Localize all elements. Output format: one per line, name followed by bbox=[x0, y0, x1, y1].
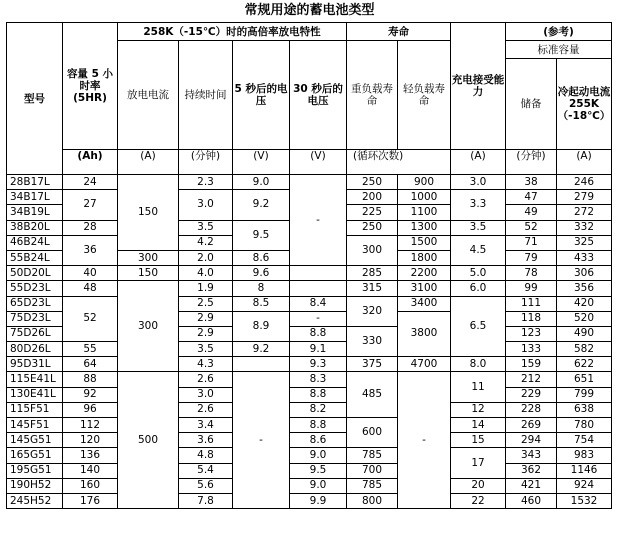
cell-model: 130E41L bbox=[7, 387, 63, 402]
cell-v5: 8.9 bbox=[233, 311, 290, 341]
cell-capacity: 40 bbox=[63, 266, 118, 281]
cell-charge: 12 bbox=[451, 402, 506, 417]
cell-light: 1300 bbox=[398, 220, 451, 235]
cell-v30: 9.9 bbox=[290, 493, 347, 508]
cell-duration: 3.0 bbox=[179, 190, 233, 220]
header-high-rate-group: 258K（-15℃）时的高倍率放电特性 bbox=[118, 23, 347, 41]
cell-model: 50D20L bbox=[7, 266, 63, 281]
table-row bbox=[7, 357, 612, 372]
cell-model: 46B24L bbox=[7, 235, 63, 250]
table-row bbox=[7, 281, 612, 296]
cell-duration: 3.5 bbox=[179, 220, 233, 235]
cell-heavy: 225 bbox=[347, 205, 398, 220]
cell-heavy: 785 bbox=[347, 478, 398, 493]
cell-cca: 1146 bbox=[557, 463, 612, 478]
cell-model: 95D31L bbox=[7, 357, 63, 372]
cell-reserve: 118 bbox=[506, 311, 557, 326]
unit-capacity: (Ah) bbox=[63, 150, 118, 175]
cell-reserve: 47 bbox=[506, 190, 557, 205]
cell-duration: 5.4 bbox=[179, 463, 233, 478]
table-row bbox=[7, 463, 612, 478]
cell-charge: 4.5 bbox=[451, 235, 506, 265]
cell-reserve: 228 bbox=[506, 402, 557, 417]
cell-v5: 8.6 bbox=[233, 250, 290, 265]
cell-v5: 8 bbox=[233, 281, 290, 296]
cell-model: 75D26L bbox=[7, 326, 63, 341]
cell-model: 195G51 bbox=[7, 463, 63, 478]
cell-current: 500 bbox=[118, 372, 179, 509]
cell-capacity: 64 bbox=[63, 357, 118, 372]
cell-heavy: 375 bbox=[347, 357, 398, 372]
cell-model: 165G51 bbox=[7, 448, 63, 463]
cell-model: 245H52 bbox=[7, 493, 63, 508]
cell-charge: 11 bbox=[451, 372, 506, 402]
cell-duration: 4.0 bbox=[179, 266, 233, 281]
cell-reserve: 294 bbox=[506, 433, 557, 448]
cell-model: 190H52 bbox=[7, 478, 63, 493]
cell-heavy: 300 bbox=[347, 235, 398, 265]
cell-v30: 9.5 bbox=[290, 463, 347, 478]
cell-duration: 2.5 bbox=[179, 296, 233, 311]
cell-model: 115E41L bbox=[7, 372, 63, 387]
header-capacity: 容量 5 小时率 (5HR) bbox=[63, 23, 118, 150]
document-title: 常规用途的蓄电池类型 bbox=[244, 3, 375, 18]
cell-duration: 2.6 bbox=[179, 372, 233, 387]
cell-charge: 14 bbox=[451, 418, 506, 433]
cell-charge: 17 bbox=[451, 448, 506, 478]
cell-charge: 3.5 bbox=[451, 220, 506, 235]
cell-model: 34B17L bbox=[7, 190, 63, 205]
unit-cca: (A) bbox=[557, 150, 612, 175]
cell-heavy: 700 bbox=[347, 463, 398, 478]
cell-charge: 5.0 bbox=[451, 266, 506, 281]
cell-cca: 582 bbox=[557, 342, 612, 357]
cell-cca: 356 bbox=[557, 281, 612, 296]
cell-v30: 8.8 bbox=[290, 326, 347, 341]
cell-model: 145G51 bbox=[7, 433, 63, 448]
cell-charge: 6.5 bbox=[451, 296, 506, 357]
cell-capacity: 120 bbox=[63, 433, 118, 448]
cell-duration: 2.3 bbox=[179, 175, 233, 190]
cell-capacity: 48 bbox=[63, 281, 118, 296]
cell-heavy: 600 bbox=[347, 418, 398, 448]
cell-cca: 924 bbox=[557, 478, 612, 493]
cell-cca: 490 bbox=[557, 326, 612, 341]
cell-cca: 754 bbox=[557, 433, 612, 448]
cell-light: 4700 bbox=[398, 357, 451, 372]
cell-light: 900 bbox=[398, 175, 451, 190]
cell-heavy: 330 bbox=[347, 326, 398, 356]
cell-charge: 20 bbox=[451, 478, 506, 493]
cell-light: 3400 bbox=[398, 296, 451, 311]
cell-current: 300 bbox=[118, 250, 179, 265]
table-row bbox=[7, 448, 612, 463]
cell-duration: 4.2 bbox=[179, 235, 233, 250]
cell-heavy: 800 bbox=[347, 493, 398, 508]
cell-duration: 2.0 bbox=[179, 250, 233, 265]
cell-v30: - bbox=[290, 175, 347, 266]
cell-capacity: 112 bbox=[63, 418, 118, 433]
cell-model: 115F51 bbox=[7, 402, 63, 417]
cell-reserve: 49 bbox=[506, 205, 557, 220]
cell-cca: 325 bbox=[557, 235, 612, 250]
cell-reserve: 38 bbox=[506, 175, 557, 190]
cell-cca: 651 bbox=[557, 372, 612, 387]
cell-cca: 246 bbox=[557, 175, 612, 190]
cell-heavy: 250 bbox=[347, 220, 398, 235]
cell-v5: 9.0 bbox=[233, 175, 290, 190]
cell-duration: 1.9 bbox=[179, 281, 233, 296]
cell-reserve: 421 bbox=[506, 478, 557, 493]
header-heavy-life: 重负载寿命 bbox=[347, 41, 398, 150]
cell-model: 75D23L bbox=[7, 311, 63, 326]
unit-v30s: (V) bbox=[290, 150, 347, 175]
cell-light: 2200 bbox=[398, 266, 451, 281]
table-row bbox=[7, 418, 612, 433]
cell-v30: 8.6 bbox=[290, 433, 347, 448]
cell-v5: 9.2 bbox=[233, 342, 290, 357]
table-row bbox=[7, 387, 612, 402]
unit-life-text: (循环次数) bbox=[353, 150, 404, 162]
cell-duration: 2.9 bbox=[179, 311, 233, 326]
unit-charge: (A) bbox=[451, 150, 506, 175]
cell-v30: - bbox=[290, 311, 347, 326]
unit-life bbox=[347, 150, 451, 175]
cell-cca: 780 bbox=[557, 418, 612, 433]
cell-capacity: 55 bbox=[63, 342, 118, 357]
table-row bbox=[7, 342, 612, 357]
table-row bbox=[7, 402, 612, 417]
cell-cca: 420 bbox=[557, 296, 612, 311]
header-v30s: 30 秒后的电压 bbox=[290, 41, 347, 150]
cell-heavy: 315 bbox=[347, 281, 398, 296]
cell-v5: 9.2 bbox=[233, 190, 290, 220]
cell-cca: 638 bbox=[557, 402, 612, 417]
cell-reserve: 362 bbox=[506, 463, 557, 478]
table-row bbox=[7, 372, 612, 387]
cell-reserve: 71 bbox=[506, 235, 557, 250]
cell-reserve: 460 bbox=[506, 493, 557, 508]
cell-reserve: 159 bbox=[506, 357, 557, 372]
header-ref-group: (参考) bbox=[506, 23, 612, 41]
cell-cca: 520 bbox=[557, 311, 612, 326]
cell-heavy: 320 bbox=[347, 296, 398, 326]
table-row bbox=[7, 296, 612, 311]
cell-model: 55D23L bbox=[7, 281, 63, 296]
cell-capacity: 160 bbox=[63, 478, 118, 493]
cell-model: 55B24L bbox=[7, 250, 63, 265]
unit-v5s: (V) bbox=[233, 150, 290, 175]
cell-reserve: 343 bbox=[506, 448, 557, 463]
cell-heavy: 200 bbox=[347, 190, 398, 205]
header-charge: 充电接受能力 bbox=[451, 23, 506, 150]
cell-light: 1100 bbox=[398, 205, 451, 220]
cell-model: 65D23L bbox=[7, 296, 63, 311]
cell-charge: 22 bbox=[451, 493, 506, 508]
cell-capacity: 96 bbox=[63, 402, 118, 417]
cell-v5: 9.6 bbox=[233, 266, 290, 281]
cell-model: 34B19L bbox=[7, 205, 63, 220]
cell-duration: 3.5 bbox=[179, 342, 233, 357]
cell-duration: 3.4 bbox=[179, 418, 233, 433]
cell-light: - bbox=[398, 372, 451, 509]
table-row bbox=[7, 266, 612, 281]
cell-v5 bbox=[233, 357, 290, 372]
table-row bbox=[7, 493, 612, 508]
unit-reserve: (分钟) bbox=[506, 150, 557, 175]
cell-cca: 332 bbox=[557, 220, 612, 235]
header-light-life: 轻负载寿命 bbox=[398, 41, 451, 150]
header-cca: 冷起动电流 255K（-18℃） bbox=[557, 59, 612, 150]
cell-capacity: 28 bbox=[63, 220, 118, 235]
cell-heavy: 250 bbox=[347, 175, 398, 190]
cell-v30 bbox=[290, 266, 347, 281]
cell-model: 80D26L bbox=[7, 342, 63, 357]
cell-heavy: 285 bbox=[347, 266, 398, 281]
cell-reserve: 78 bbox=[506, 266, 557, 281]
cell-reserve: 111 bbox=[506, 296, 557, 311]
cell-charge: 3.3 bbox=[451, 190, 506, 220]
cell-charge: 8.0 bbox=[451, 357, 506, 372]
cell-duration: 4.8 bbox=[179, 448, 233, 463]
cell-v30: 8.4 bbox=[290, 296, 347, 311]
cell-v5: - bbox=[233, 372, 290, 509]
cell-cca: 983 bbox=[557, 448, 612, 463]
unit-discharge-current: (A) bbox=[118, 150, 179, 175]
unit-duration: (分钟) bbox=[179, 150, 233, 175]
header-duration: 持续时间 bbox=[179, 41, 233, 150]
header-v5s: 5 秒后的电压 bbox=[233, 41, 290, 150]
cell-light: 3800 bbox=[398, 311, 451, 357]
cell-current: 150 bbox=[118, 266, 179, 281]
header-life-group: 寿命 bbox=[347, 23, 451, 41]
header-std-capacity: 标准容量 bbox=[506, 41, 612, 59]
cell-capacity: 136 bbox=[63, 448, 118, 463]
cell-v30: 8.3 bbox=[290, 372, 347, 387]
cell-model: 28B17L bbox=[7, 175, 63, 190]
cell-reserve: 99 bbox=[506, 281, 557, 296]
cell-capacity: 176 bbox=[63, 493, 118, 508]
cell-cca: 272 bbox=[557, 205, 612, 220]
cell-reserve: 79 bbox=[506, 250, 557, 265]
cell-heavy: 785 bbox=[347, 448, 398, 463]
cell-light: 1500 bbox=[398, 235, 451, 250]
cell-reserve: 133 bbox=[506, 342, 557, 357]
cell-duration: 3.6 bbox=[179, 433, 233, 448]
cell-duration: 7.8 bbox=[179, 493, 233, 508]
cell-duration: 2.9 bbox=[179, 326, 233, 341]
cell-capacity: 52 bbox=[63, 296, 118, 342]
cell-capacity: 36 bbox=[63, 235, 118, 265]
cell-light: 3100 bbox=[398, 281, 451, 296]
cell-current: 150 bbox=[118, 175, 179, 251]
cell-v5: 8.5 bbox=[233, 296, 290, 311]
cell-cca: 279 bbox=[557, 190, 612, 205]
cell-v30 bbox=[290, 281, 347, 296]
cell-duration: 4.3 bbox=[179, 357, 233, 372]
cell-cca: 799 bbox=[557, 387, 612, 402]
table-row bbox=[7, 175, 612, 190]
cell-cca: 1532 bbox=[557, 493, 612, 508]
cell-reserve: 212 bbox=[506, 372, 557, 387]
cell-capacity: 140 bbox=[63, 463, 118, 478]
cell-light: 1800 bbox=[398, 250, 451, 265]
cell-cca: 433 bbox=[557, 250, 612, 265]
header-reserve: 储备 bbox=[506, 59, 557, 150]
cell-capacity: 92 bbox=[63, 387, 118, 402]
cell-reserve: 52 bbox=[506, 220, 557, 235]
cell-v30: 8.8 bbox=[290, 387, 347, 402]
cell-v5: 9.5 bbox=[233, 220, 290, 250]
cell-reserve: 229 bbox=[506, 387, 557, 402]
cell-charge: 6.0 bbox=[451, 281, 506, 296]
cell-duration: 5.6 bbox=[179, 478, 233, 493]
cell-v30: 8.8 bbox=[290, 418, 347, 433]
cell-heavy: 485 bbox=[347, 372, 398, 418]
cell-cca: 622 bbox=[557, 357, 612, 372]
cell-v30: 9.0 bbox=[290, 478, 347, 493]
cell-charge: 15 bbox=[451, 433, 506, 448]
cell-reserve: 123 bbox=[506, 326, 557, 341]
cell-current: 300 bbox=[118, 281, 179, 372]
header-discharge-current: 放电电流 bbox=[118, 41, 179, 150]
cell-capacity: 27 bbox=[63, 190, 118, 220]
cell-v30: 9.0 bbox=[290, 448, 347, 463]
cell-v30: 9.3 bbox=[290, 357, 347, 372]
cell-cca: 306 bbox=[557, 266, 612, 281]
cell-model: 38B20L bbox=[7, 220, 63, 235]
cell-capacity: 24 bbox=[63, 175, 118, 190]
cell-v30: 9.1 bbox=[290, 342, 347, 357]
cell-v30: 8.2 bbox=[290, 402, 347, 417]
cell-capacity: 88 bbox=[63, 372, 118, 387]
cell-reserve: 269 bbox=[506, 418, 557, 433]
header-model: 型号 bbox=[7, 23, 63, 175]
cell-duration: 3.0 bbox=[179, 387, 233, 402]
cell-duration: 2.6 bbox=[179, 402, 233, 417]
battery-spec-table bbox=[6, 22, 612, 509]
table-row bbox=[7, 433, 612, 448]
cell-model: 145F51 bbox=[7, 418, 63, 433]
cell-light: 1000 bbox=[398, 190, 451, 205]
table-row bbox=[7, 478, 612, 493]
cell-charge: 3.0 bbox=[451, 175, 506, 190]
